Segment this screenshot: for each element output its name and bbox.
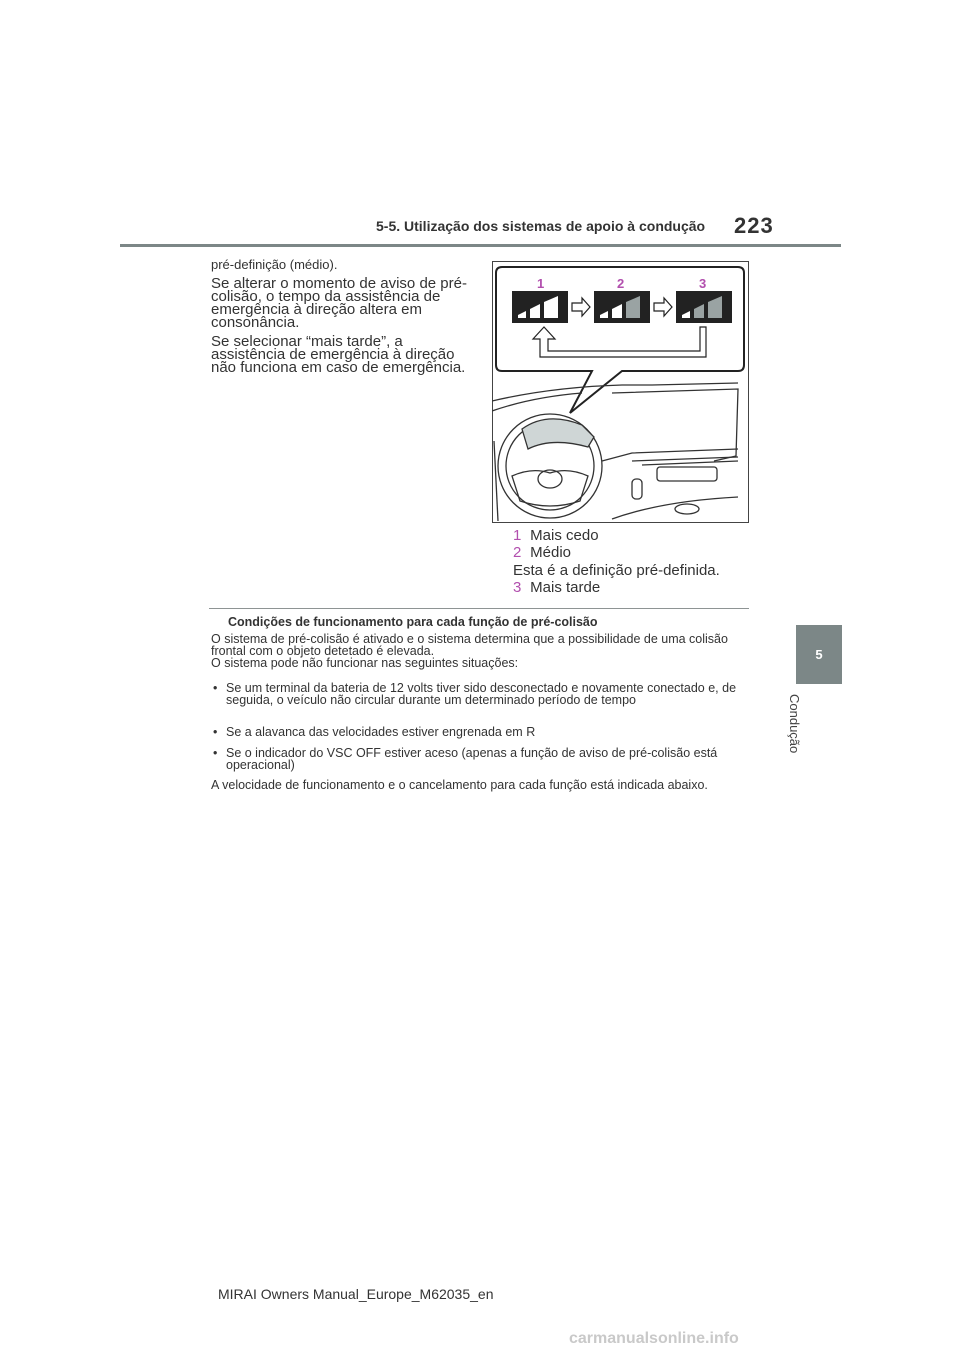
legend-text: Mais tarde [530,579,601,596]
label-3: 3 [699,276,707,291]
timing-setting-illustration [492,261,749,523]
indicator-earlier-icon [512,291,568,323]
bullet-dot: • [213,746,218,760]
chapter-tab [796,625,842,684]
bullet-item [211,682,747,706]
section-header-title: 5-5. Utilização dos sistemas de apoio à condução [376,218,706,234]
legend-text: Mais cedo [530,527,599,544]
intro-line: pré-definição (médio). [211,257,338,272]
indicator-later-icon [676,291,732,323]
section-title: Condições de funcionamento para cada função de pré-colisão [228,615,598,629]
chapter-label [788,694,802,766]
paragraph-warning-timing: Se alterar o momento de aviso de pré-colisão, o tempo da assistência de emergência à direção altera em consonância. [211,275,467,331]
bullet-text: Se um terminal da bateria de 12 volts tiver sido desconectado e novamente conectado e, de seguida, o veículo não circular durante um determinado período de tempo [226,681,737,707]
legend-number: 3 [513,579,522,596]
label-1: 1 [537,276,545,291]
section-body-intro: O sistema de pré-colisão é ativado e o sistema determina que a possibilidade de uma colisão frontal com o objeto detetado é elevada. O sistema pode não funcionar nas seguintes situações: [211,632,728,670]
legend-default-note: Esta é a definição pré-definida. [513,562,720,579]
chapter-number: 5 [815,647,823,662]
indicator-medium-icon [594,291,650,323]
bullet-dot: • [213,681,218,695]
page-number: 223 [734,213,774,238]
section-rule [209,608,749,609]
bullet-item [211,747,747,771]
legend-number: 1 [513,527,522,544]
legend-text: Médio [530,544,572,561]
legend-number: 2 [513,544,522,561]
bullet-dot: • [213,725,218,739]
footer-manual-id: MIRAI Owners Manual_Europe_M62035_en [218,1286,494,1302]
section-body-closing: A velocidade de funcionamento e o cancelamento para cada função está indicada abaixo. [211,778,708,792]
paragraph-later-setting: Se selecionar “mais tarde”, a assistência de emergência à direção não funciona em caso de emergência. [211,333,466,376]
watermark: carmanualsonline.info [569,1330,739,1347]
header-rule [120,244,841,247]
bullet-text: Se a alavanca das velocidades estiver engrenada em R [226,725,536,739]
legend-item-medium [513,544,571,561]
bullet-item [211,726,747,738]
chapter-label-text: Condução [787,694,802,754]
label-2: 2 [617,276,625,291]
legend-item-later [513,579,600,596]
bullet-text: Se o indicador do VSC OFF estiver aceso (apenas a função de aviso de pré-colisão está operacional) [226,746,718,772]
legend-item-earlier [513,527,599,544]
